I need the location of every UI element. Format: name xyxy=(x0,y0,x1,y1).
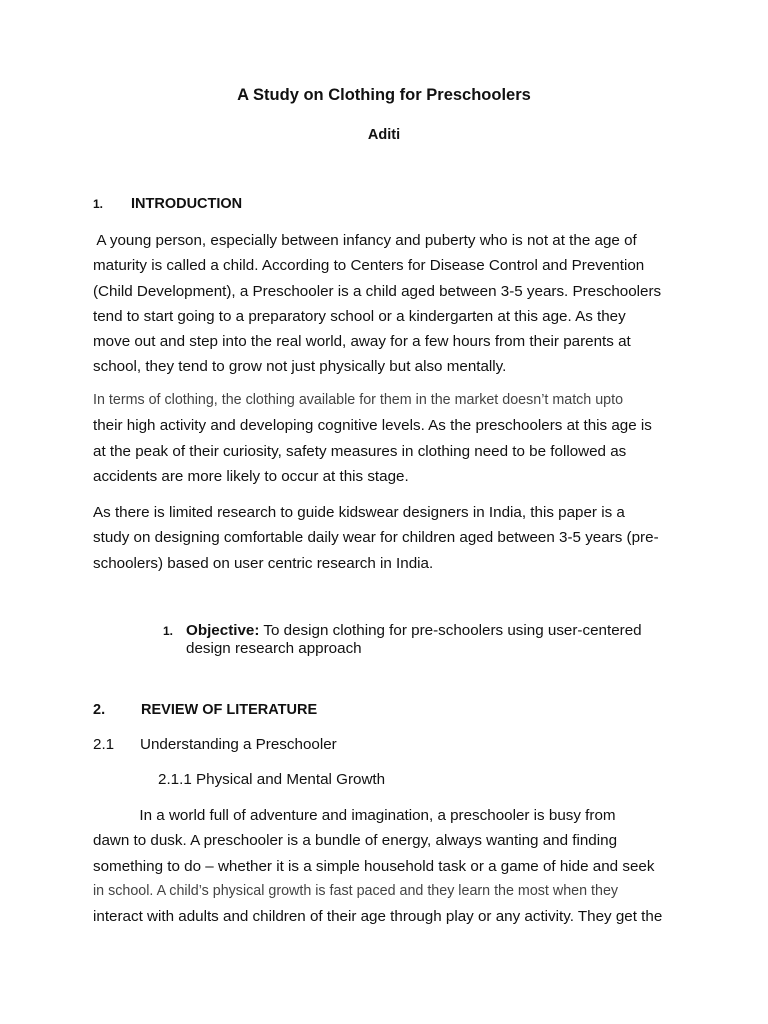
author-name: Aditi xyxy=(367,127,401,143)
section-title: INTRODUCTION xyxy=(131,196,243,212)
text-line: move out and step into the real world, away for a few hours from their parents at xyxy=(93,333,631,351)
objective-body xyxy=(186,622,666,658)
subsection-number: 2.1 xyxy=(93,736,115,753)
text-line: maturity is called a child. According to Centers for Disease Control and Prevention xyxy=(93,257,645,275)
intro-paragraph-3 xyxy=(93,500,683,576)
intro-paragraph-2 xyxy=(93,388,683,489)
text-line: school, they tend to grow not just physically but also mentally. xyxy=(93,358,507,376)
subsection-heading xyxy=(93,736,337,753)
objective-text: To design clothing for pre-schoolers using user-centered xyxy=(259,622,642,639)
subsection-title: Understanding a Preschooler xyxy=(140,736,337,753)
objective-text-line2: design research approach xyxy=(186,640,362,657)
text-line: (Child Development), a Preschooler is a child aged between 3-5 years. Preschoolers xyxy=(93,282,662,300)
section-number: 2. xyxy=(93,702,106,718)
text-line: A young person, especially between infancy and puberty who is not at the age of xyxy=(93,232,637,249)
objective-number: 1. xyxy=(163,624,174,638)
section-heading-review xyxy=(93,702,317,718)
text-line: their high activity and developing cognitive levels. As the preschoolers at this age is xyxy=(93,417,652,435)
section-title: REVIEW OF LITERATURE xyxy=(141,702,318,718)
objective-label: Objective: xyxy=(186,622,260,639)
review-paragraph xyxy=(93,803,683,929)
subsubsection-heading: 2.1.1 Physical and Mental Growth xyxy=(158,771,386,788)
text-line: at the peak of their curiosity, safety measures in clothing need to be followed as xyxy=(93,442,627,460)
text-line: something to do – whether it is a simple household task or a game of hide and seek xyxy=(93,857,655,875)
text-line: In terms of clothing, the clothing available for them in the market doesn’t match upto xyxy=(93,392,624,408)
text-line: interact with adults and children of their age through play or any activity. They get the xyxy=(93,908,663,926)
text-line: tend to start going to a preparatory school or a kindergarten at this age. As they xyxy=(93,307,626,325)
text-line: As there is limited research to guide kidswear designers in India, this paper is a xyxy=(93,504,625,521)
intro-paragraph-1 xyxy=(93,228,683,380)
text-line: In a world full of adventure and imagination, a preschooler is busy from xyxy=(93,807,616,824)
text-line: study on designing comfortable daily wear for children aged between 3-5 years (pre- xyxy=(93,529,659,547)
text-line: in school. A child’s physical growth is fast paced and they learn the most when they xyxy=(93,882,619,899)
section-heading-introduction xyxy=(93,196,242,212)
text-line: accidents are more likely to occur at this stage. xyxy=(93,467,409,485)
text-line: schoolers) based on user centric research in India. xyxy=(93,554,434,572)
text-line: dawn to dusk. A preschooler is a bundle of energy, always wanting and finding xyxy=(93,832,618,850)
document-title: A Study on Clothing for Preschoolers xyxy=(237,86,531,104)
section-number: 1. xyxy=(93,197,104,211)
